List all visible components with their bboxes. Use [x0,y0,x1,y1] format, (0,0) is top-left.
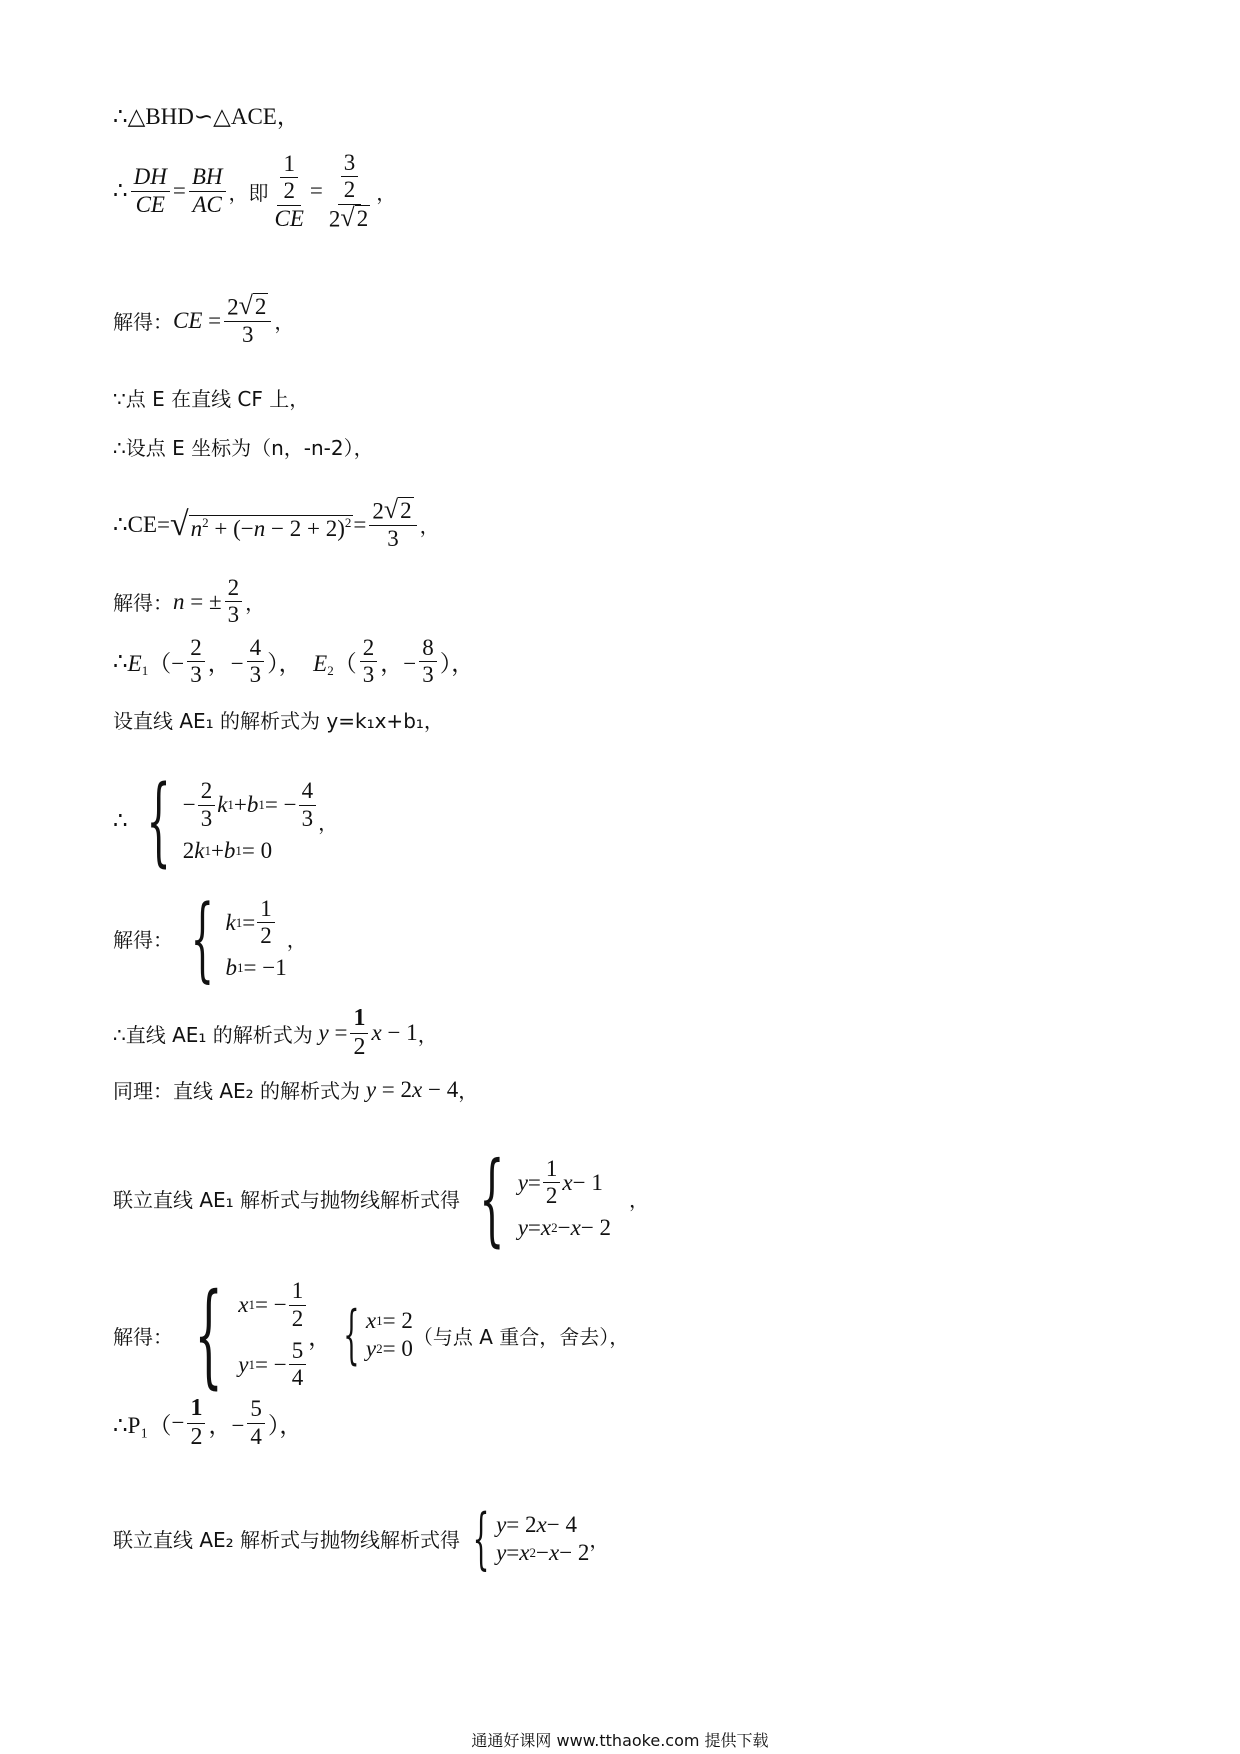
fraction-p1-x: $\frac{1}{2}$ [187,1395,205,1451]
line-point-on-line [113,383,309,412]
coordinates-text: ∴设点 E 坐标为（n，-n-2）， [113,436,374,460]
comma: ， [629,1188,650,1212]
solve-label: 解得： [113,310,173,335]
fraction-dh-ce: $\frac{DH}{CE}$ [131,164,170,218]
equation-ae1-label: ∴直线 AE₁ 的解析式为 [113,1022,313,1047]
comma: ， [274,310,295,335]
ce-equals-label: ∴CE= [113,511,170,537]
line-points-e1-e2: ∴ $E_1(-$ $\frac{2}{3}$ ，− $\frac{4}{3}$ ）， $E_2$（ $\frac{2}{3}$ ，− $\frac{8}{3}$ ）， [113,635,475,688]
fraction-1-over-2: $\frac{1}{2}$ [350,1005,368,1061]
that-is-text: ，即 [228,180,269,205]
line-combine-ae1-parabola [113,1140,649,1257]
line-solve-ce: 解得： CE = 2 √ 2 3 ， [113,291,295,347]
line-solve-k1-b1 [113,885,307,992]
comma: ， [589,1528,610,1552]
combine-ae2-label: 联立直线 AE₂ 解析式与抛物线解析式得 [113,1528,461,1552]
p1-label: ∴P₁（ [113,1412,172,1438]
line-equation-ae2: 同理：直线 AE₂ 的解析式为 y = 2x − 4 ， [113,1076,479,1103]
comma: ， [286,928,307,952]
fraction-2-over-3: $\frac{2}{3}$ [225,575,243,629]
closing-paren: ）， [267,1412,303,1438]
line-combine-ae2-parabola [113,1500,609,1577]
solve-label: 解得： [113,928,173,952]
fraction-bh-ac: $\frac{BH}{AC}$ [189,164,226,218]
therefore-symbol: ∴ [113,808,128,833]
comma: ， [458,1079,479,1103]
set-line-ae1-text: 设直线 AE₁ 的解析式为 y=k₁x+b₁， [113,709,444,733]
line-distance-ce: ∴CE= √ $n^2 + (-n - 2 + 2)^2$ = 2 √ 2 3 ， [113,495,440,551]
coincide-note: （与点 A 重合，舍去）， [412,1324,630,1349]
comma: ， [376,180,397,205]
therefore-symbol: ∴ [113,178,128,204]
fraction-e1-x: $\frac{2}{3}$ [187,635,205,689]
line-solve-intersection: 解得： { x 1 = − $\frac{1}{2}$ y 1 = − $\frac{5}{4}$ ， { x 1 = 2 y 2 = 0 （与点 A 重合，舍去）， [113,1270,630,1400]
line-set-line-ae1 [113,705,444,734]
combine-ae1-brace: { y = $\frac{1}{2}$ x − 1 y = x 2 − x − 2 [479,1140,612,1257]
fraction-e2-y: $\frac{8}{3}$ [419,635,437,689]
solution-1-brace: { x 1 = − $\frac{1}{2}$ y 1 = − $\frac{5}{4}$ [173,1270,308,1400]
comma: ， [245,591,266,616]
solve-label: 解得： [113,591,173,616]
line-solve-n: 解得： n = ± $\frac{2}{3}$ ， [113,575,266,628]
page-footer: 通通好课网 www.tthaoke.com 提供下载 [471,1731,769,1750]
fraction-three-halves-over-2root2: $\frac{3}{2}$ 2 √ 2 [328,150,369,233]
fraction-e2-x: $\frac{2}{3}$ [360,635,378,689]
fraction-e1-y: $\frac{4}{3}$ [247,635,265,689]
solution-2-brace: { x 1 = 2 y 2 = 0 [343,1298,413,1372]
comma: ， [318,810,339,835]
fraction-2root2-over-3: 2 √ 2 3 [224,293,271,348]
system-brace: { − $\frac{2}{3}$ k 1 + b 1 = − $\frac{4}{3}$ 2 k 1 + b 1 = 0 [128,765,318,877]
distance-sqrt: √ $n^2 + (-n - 2 + 2)^2$ [170,505,352,543]
comma: ， [417,1022,438,1047]
comma: ， [419,514,440,539]
solution-brace: { k 1 = $\frac{1}{2}$ b 1 = −1 [190,885,287,992]
fraction-p1-y: $\frac{5}{4}$ [247,1396,265,1450]
line-point-p1: ∴P₁（ − $\frac{1}{2}$ ，− $\frac{5}{4}$ ）， [113,1395,303,1450]
equation-ae2-label: 同理：直线 AE₂ 的解析式为 [113,1079,361,1103]
similar-triangles-text: ∴△BHD∽△ACE， [113,104,300,129]
combine-ae2-brace: { y = 2 x − 4 y = x 2 − x − 2 [472,1500,590,1577]
line-similar-triangles [113,98,300,131]
combine-ae1-label: 联立直线 AE₁ 解析式与抛物线解析式得 [113,1188,461,1212]
fraction-2root2-over-3-b: 2 √ 2 3 [369,497,416,552]
fraction-half-over-ce: $\frac{\frac{1}{2}}{CE}$ [274,150,304,231]
line-set-coordinates [113,432,374,461]
line-equation-ae1: ∴直线 AE₁ 的解析式为 y = $\frac{1}{2}$ x − 1 ， [113,1005,438,1060]
therefore-symbol: ∴ [113,648,128,674]
line-system-k1-b1 [113,765,338,877]
solve-label: 解得： [113,1324,173,1349]
closing-paren: ）， [439,651,475,677]
point-e-on-cf-text: ∵点 E 在直线 CF 上， [113,387,310,411]
line-ratio-equation: ∴ $\frac{DH}{CE}$ = $\frac{BH}{AC}$ ，即 $\frac{\frac{1}{2}}{CE}$ = $\frac{3}{2}$ 2 √ 2 ， [113,150,397,233]
